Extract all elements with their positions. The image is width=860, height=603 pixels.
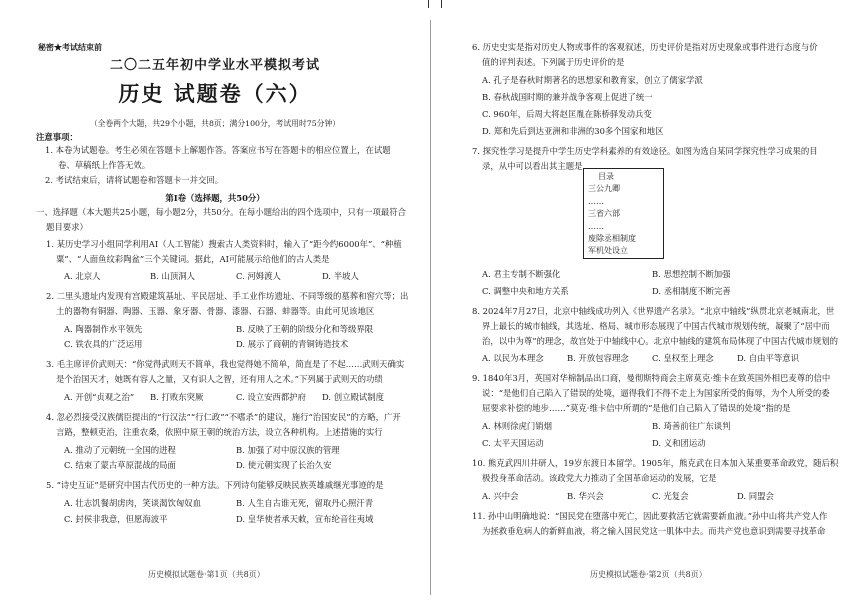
toc-heading: 目录 bbox=[598, 172, 614, 181]
question-4-option[interactable]: C. 结束了蒙古草原混战的局面 bbox=[64, 460, 176, 470]
question-9-option[interactable]: D. 义和团运动 bbox=[652, 438, 706, 448]
question-5-option[interactable]: A. 壮志饥餐胡虏肉，笑谈渴饮匈奴血 bbox=[64, 498, 201, 508]
notice-2: 2. 考试结束后，请将试题卷和答题卡一并交回。 bbox=[45, 175, 224, 185]
question-3-line: 3. 毛主席评价武则天：“你觉得武则天不简单，我也觉得她不简单，简直是了不起……武则天确实 bbox=[46, 359, 405, 369]
question-7-option[interactable]: B. 思想控制不断加强 bbox=[652, 269, 731, 279]
question-8-line: 8. 2024年7月27日，北京中轴线成功列入《世界遗产名录》。“北京中轴线”纵贯北京老城南北，世 bbox=[472, 306, 835, 316]
question-10-line: 10. 熊克武四川井研人，19岁东渡日本留学。1905年，熊克武在日本加入某重要革命政党，随后积 bbox=[472, 458, 839, 468]
question-7-option[interactable]: C. 调整中央和地方关系 bbox=[482, 286, 569, 296]
q7-table-of-contents bbox=[583, 168, 664, 259]
question-2-option[interactable]: B. 反映了王朝的阶级分化和等级界限 bbox=[236, 324, 374, 334]
question-6-line: 6. 历史史实是指对历史人物或事件的客观叙述，历史评价是指对历史现象或事件进行态度与价 bbox=[472, 42, 818, 52]
question-8-option[interactable]: C. 皇权至上理念 bbox=[652, 353, 714, 363]
page-footer: 历史模拟试题卷·第2页（共8页） bbox=[590, 570, 707, 579]
question-4-option[interactable]: A. 推动了元朝统一全国的进程 bbox=[64, 445, 176, 455]
confidential-label: 秘密★考试结束前 bbox=[38, 42, 102, 52]
question-4-option[interactable]: B. 加强了对中原汉族的管理 bbox=[236, 445, 340, 455]
question-8-line: 治，以中为尊”的理念，故宫处于中轴线中心。北京中轴线的建筑布局体现了中国古代城市规划的 bbox=[482, 336, 839, 346]
toc-item: 废除丞相制度 bbox=[588, 233, 636, 243]
mc-intro-line-b: 题目要求） bbox=[46, 222, 88, 232]
question-9-option[interactable]: A. 林则徐虎门销烟 bbox=[482, 421, 552, 431]
section-heading: 第Ⅰ卷（选择题，共50分） bbox=[165, 193, 265, 203]
question-7-line: 7. 探究性学习是提升中学生历史学科素养的有效途径。如图为选自某同学探究性学习成果的目 bbox=[472, 146, 818, 156]
question-2-option[interactable]: C. 铁农具的广泛运用 bbox=[64, 339, 143, 349]
question-10-line: 极投身革命活动。该政党大力推动了全国革命运动的发展，它是 bbox=[482, 473, 717, 483]
question-5-option[interactable]: B. 人生自古谁无死，留取丹心照汗青 bbox=[236, 498, 374, 508]
question-6-option[interactable]: A. 孔子是春秋时期著名的思想家和教育家，创立了儒家学派 bbox=[482, 75, 703, 85]
question-6-line: 值的评判表述。下列属于历史评价的是 bbox=[482, 57, 625, 67]
question-9-option[interactable]: B. 琦善前往广东谈判 bbox=[652, 421, 731, 431]
question-3-option[interactable]: B. 打败东突厥 bbox=[150, 392, 204, 402]
question-3-line: 是个治国天才，她既有容人之量，又有识人之智，还有用人之术。”下列属于武则天的功绩 bbox=[56, 374, 383, 384]
question-8-option[interactable]: D. 自由平等意识 bbox=[737, 353, 799, 363]
question-5-line: 5. “诗史互证”是研究中国古代历史的一种方法。下列诗句能够反映民族英雄戚继光事迹的是 bbox=[46, 480, 384, 490]
question-8-line: 界上最长的城市轴线，其选址、格局、城市形态展现了中国古代城市规划传统，凝聚了“居中而 bbox=[482, 321, 830, 331]
question-8-option[interactable]: A. 以民为本理念 bbox=[482, 353, 544, 363]
question-1-option[interactable]: B. 山顶洞人 bbox=[150, 271, 195, 281]
question-3-option[interactable]: C. 设立安西都护府 bbox=[236, 392, 307, 402]
question-9-line: 屈要求补偿的地步……”莫克·维卡信中所谓的“是他们自己陷入了错误的处境”指的是 bbox=[482, 403, 791, 413]
notice-1-line-a: 1. 本卷为试题卷。考生必须在答题卡上解题作答。答案应书写在答题卡的相应位置上，在试题 bbox=[45, 145, 391, 155]
toc-ellipsis: …… bbox=[588, 196, 604, 206]
question-2-line: 2. 二里头遗址内发现有宫殿建筑基址、平民居址、手工业作坊遗址、不同等级的墓葬和窖穴等；出 bbox=[46, 291, 409, 301]
question-10-option[interactable]: D. 同盟会 bbox=[737, 491, 774, 501]
question-3-option[interactable]: A. 开创“贞观之治” bbox=[64, 392, 135, 402]
question-4-option[interactable]: D. 使元朝实现了长治久安 bbox=[236, 460, 332, 470]
question-6-option[interactable]: D. 郑和先后到达亚洲和非洲的30多个国家和地区 bbox=[482, 126, 664, 136]
toc-item: 三省六部 bbox=[588, 209, 620, 219]
question-6-option[interactable]: C. 960年，后周大将赵匡胤在陈桥驿发动兵变 bbox=[482, 109, 652, 119]
notice-1-line-b: 卷、草稿纸上作答无效。 bbox=[58, 160, 151, 170]
question-1-option[interactable]: A. 北京人 bbox=[64, 271, 101, 281]
question-10-option[interactable]: B. 华兴会 bbox=[567, 491, 604, 501]
question-1-option[interactable]: C. 河姆渡人 bbox=[236, 271, 281, 281]
question-7-option[interactable]: D. 丞相制度不断完善 bbox=[652, 286, 731, 296]
question-10-option[interactable]: C. 光复会 bbox=[652, 491, 689, 501]
question-9-line: 9. 1840年3月，英国对华棉制品出口商，曼彻斯特商会主席莫克·维卡在致英国外相巴麦尊的信中 bbox=[472, 373, 831, 383]
exam-summary: （全卷两个大题，共29个小题，共8页；满分100分，考试用时75分钟） bbox=[89, 119, 341, 128]
exam-title: 二〇二五年初中学业水平模拟考试 bbox=[109, 58, 320, 73]
question-7-option[interactable]: A. 君主专制不断强化 bbox=[482, 269, 561, 279]
question-10-option[interactable]: A. 兴中会 bbox=[482, 491, 519, 501]
question-2-line: 土的器物有铜器、陶器、玉器、象牙器、骨器、漆器、石器、蚌器等。由此可见该地区 bbox=[56, 306, 375, 316]
question-2-option[interactable]: D. 展示了商朝的青铜铸造技术 bbox=[236, 339, 349, 349]
question-9-line: 说：“是他们自己陷入了错误的处境，逼得我们不得不走上为国家所受的侮辱，为个人所受的委 bbox=[482, 388, 830, 398]
paper-title: 历史 试题卷（六） bbox=[118, 81, 312, 106]
toc-item: 三公九卿 bbox=[588, 184, 620, 194]
question-4-line: 言路，整顿吏治，注重农桑，依照中原王朝的统治方法，设立各种机构。上述措施的实行 bbox=[56, 427, 383, 437]
toc-ellipsis: …… bbox=[588, 221, 604, 231]
question-7-line: 录，从中可以看出其主题是 bbox=[482, 161, 583, 171]
question-9-option[interactable]: C. 太平天国运动 bbox=[482, 438, 544, 448]
question-11-line: 为拯救垂危病人的新鲜血液，将之输入国民党这一肌体中去。而共产党也意识到需要寻找革命 bbox=[482, 526, 826, 536]
notice-heading: 注意事项： bbox=[36, 132, 78, 142]
mc-intro-line-a: 一、选择题（本大题共25小题，每小题2分，共50分。在每小题给出的四个选项中，只有一项最符合 bbox=[36, 207, 407, 217]
question-8-option[interactable]: B. 开放包容理念 bbox=[567, 353, 629, 363]
toc-item: 军机处设立 bbox=[588, 246, 628, 256]
question-1-line: 粟”、“人面鱼纹彩陶盆”三个关键词。据此，AI可能展示给他们的古人类是 bbox=[56, 254, 330, 264]
question-1-option[interactable]: D. 半坡人 bbox=[322, 271, 359, 281]
exam-page-2 bbox=[430, 0, 860, 603]
question-11-line: 11. 孙中山明确地说：“国民党在堕落中死亡，因此要救活它就需要新血液。”孙中山将共产党人作 bbox=[472, 511, 828, 521]
question-5-option[interactable]: D. 皇华使者承天敕，宣布纶音往夷域 bbox=[236, 514, 374, 524]
question-2-option[interactable]: A. 陶器制作水平领先 bbox=[64, 324, 143, 334]
question-3-option[interactable]: D. 创立殿试制度 bbox=[322, 392, 384, 402]
page-footer: 历史模拟试题卷·第1页（共8页） bbox=[148, 570, 265, 579]
question-6-option[interactable]: B. 春秋战国时期的兼并战争客观上促进了统一 bbox=[482, 92, 653, 102]
question-4-line: 4. 忽必烈接受汉族儒臣提出的“行汉法”“行仁政”“不嗜杀”的建议，施行“治国安民”的方略，广开 bbox=[46, 412, 401, 422]
question-5-option[interactable]: C. 封侯非我意，但愿海波平 bbox=[64, 514, 168, 524]
question-1-line: 1. 某历史学习小组同学利用AI（人工智能）搜索古人类资料时，输入了“距今约6000年”、“种植 bbox=[46, 239, 402, 249]
